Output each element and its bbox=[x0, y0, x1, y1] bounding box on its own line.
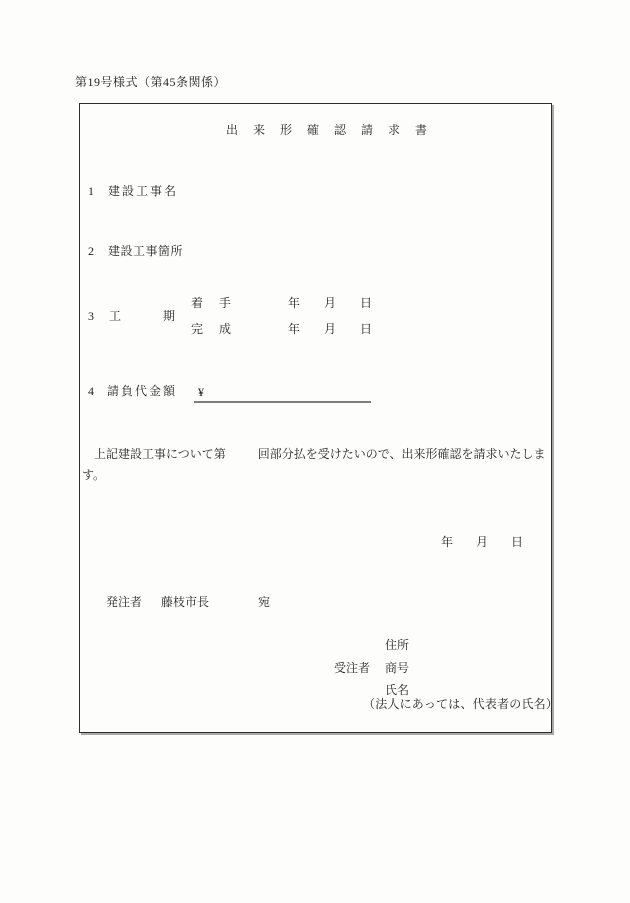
submission-date-units: 年月日 bbox=[441, 535, 547, 549]
item2-label: 建設工事箇所 bbox=[108, 244, 184, 258]
finish-label: 完成 bbox=[191, 322, 248, 336]
construction-finish-row bbox=[80, 322, 551, 338]
start-label: 着手 bbox=[191, 296, 248, 310]
issuer-label: 発注者 bbox=[106, 595, 143, 609]
start-date-units: 年月日 bbox=[288, 296, 397, 310]
installment-number-blank bbox=[226, 457, 258, 458]
contractor-label: 受注者 bbox=[334, 661, 371, 675]
request-sentence-part2: 回部分払を受けたいので、出来形確認を請求いたします。 bbox=[82, 447, 546, 482]
item-contract-amount-row bbox=[80, 384, 551, 400]
item3-label: 工期 bbox=[109, 309, 218, 323]
address-label: 住所 bbox=[385, 638, 410, 652]
issuer-to-suffix: 宛 bbox=[258, 595, 271, 609]
legal-note: （法人にあっては、代表者の氏名） bbox=[363, 697, 559, 711]
request-sentence-part1: 上記建設工事について第 bbox=[94, 447, 226, 461]
issuer-row bbox=[80, 595, 551, 611]
item1-label: 建設工事名 bbox=[108, 184, 179, 198]
yen-symbol: ¥ bbox=[198, 385, 204, 399]
contractor-row bbox=[80, 661, 551, 677]
item3-number: 3 bbox=[88, 309, 94, 323]
form-box bbox=[79, 103, 559, 733]
item1-number: 1 bbox=[88, 184, 94, 198]
address-row bbox=[80, 638, 551, 654]
name-label: 氏名 bbox=[385, 683, 410, 697]
title-row bbox=[80, 123, 551, 139]
finish-date-units: 年月日 bbox=[288, 322, 397, 336]
request-sentence bbox=[82, 444, 551, 486]
legal-note-row bbox=[80, 697, 559, 713]
item2-number: 2 bbox=[88, 244, 94, 258]
company-name-label: 商号 bbox=[385, 661, 410, 675]
amount-underline bbox=[194, 384, 371, 403]
item4-label: 請負代金額 bbox=[107, 384, 178, 398]
issuer-name: 藤枝市長 bbox=[161, 595, 210, 609]
submission-date-row bbox=[80, 535, 551, 551]
form-title: 出来形確認請求書 bbox=[226, 123, 443, 137]
item-construction-site-row bbox=[80, 244, 551, 260]
form-number-label: 第19号様式（第45条関係） bbox=[75, 75, 227, 89]
item4-number: 4 bbox=[88, 384, 94, 398]
item-construction-name-row bbox=[80, 184, 551, 200]
